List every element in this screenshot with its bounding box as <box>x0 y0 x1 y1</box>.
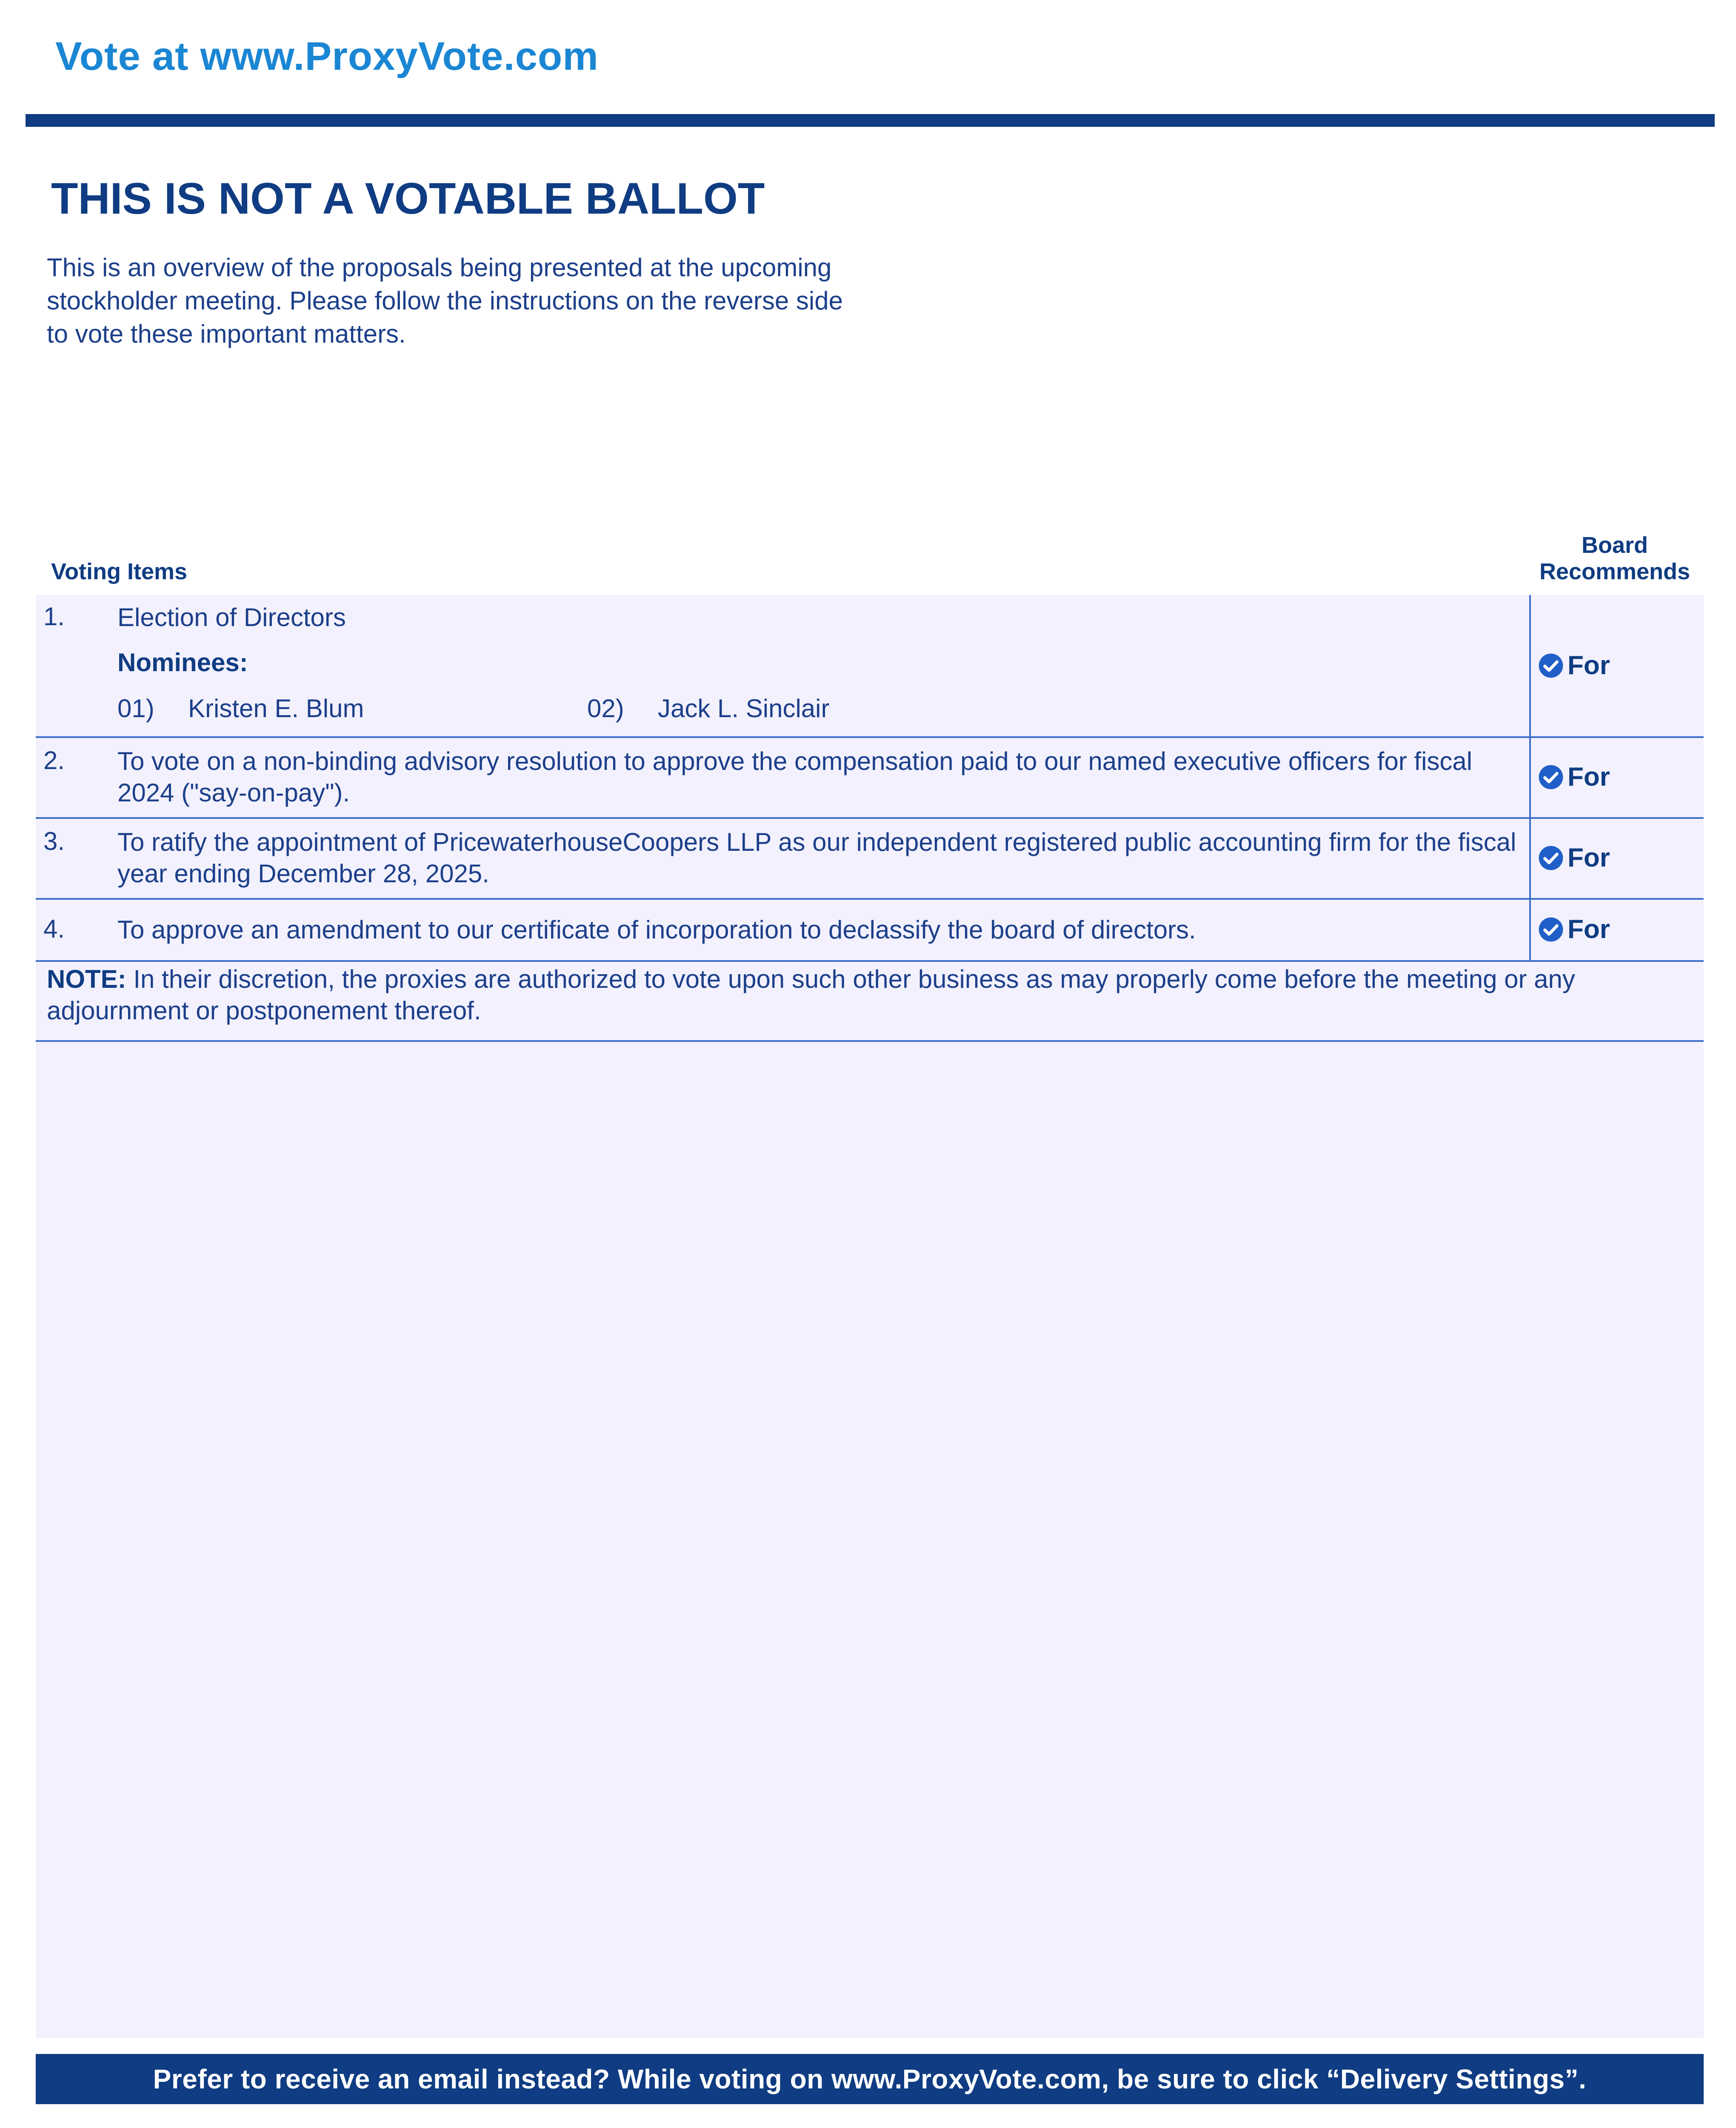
item-number: 4. <box>43 915 65 943</box>
voting-item-row <box>36 595 1704 738</box>
item-text: To approve an amendment to our certificate of incorporation to declassify the board of directors. <box>117 915 1196 944</box>
item-text: Election of Directors <box>117 603 346 632</box>
column-divider <box>1529 595 1531 736</box>
footer-banner <box>36 2054 1704 2104</box>
column-header-board-recommends: Board Recommends <box>1539 532 1690 584</box>
item-number: 3. <box>43 827 65 855</box>
nominees-label: Nominees: <box>117 648 248 677</box>
note-label: NOTE: <box>47 965 126 993</box>
nominee-number: 01) <box>117 694 154 723</box>
item-number: 2. <box>43 746 65 775</box>
recommendation-label: For <box>1568 843 1610 872</box>
board-recommendation <box>1538 843 1610 873</box>
recommendation-label: For <box>1568 762 1610 792</box>
note-text <box>47 964 1698 1027</box>
column-divider <box>1529 900 1531 960</box>
check-circle-icon <box>1538 845 1564 871</box>
item-number: 1. <box>43 602 65 631</box>
nominee-name: Kristen E. Blum <box>188 694 364 723</box>
item-text: To vote on a non-binding advisory resolution to approve the compensation paid to our named executive officers for fiscal 2024 ("say-on-pay"). <box>117 747 1473 807</box>
footer-text: Prefer to receive an email instead? While voting on www.ProxyVote.com, be sure to click “Delivery Settings”. <box>153 2064 1587 2094</box>
column-header-voting-items: Voting Items <box>51 559 188 584</box>
check-circle-icon <box>1538 764 1564 790</box>
column-divider <box>1529 738 1531 817</box>
board-recommendation <box>1538 914 1610 944</box>
nominee-name: Jack L. Sinclair <box>658 694 830 723</box>
nominee-number: 02) <box>587 694 624 723</box>
page-title: THIS IS NOT A VOTABLE BALLOT <box>51 174 765 223</box>
recommendation-label: For <box>1568 915 1610 944</box>
board-recommendation <box>1538 650 1610 681</box>
item-text: To ratify the appointment of PricewaterhouseCoopers LLP as our independent registered public accounting firm for the fiscal year ending December 28, 2025. <box>117 828 1516 888</box>
recommendation-label: For <box>1568 651 1610 680</box>
board-recommendation <box>1538 762 1610 792</box>
column-divider <box>1529 819 1531 898</box>
voting-item-row <box>36 738 1704 819</box>
header-rule <box>26 114 1715 127</box>
note-body: In their discretion, the proxies are authorized to vote upon such other business as may properly come before the meeting or any adjournment or postponement thereof. <box>47 965 1575 1025</box>
check-circle-icon <box>1538 916 1564 943</box>
voting-item-row <box>36 819 1704 900</box>
voting-item-row <box>36 900 1704 962</box>
check-circle-icon <box>1538 652 1564 679</box>
vote-link[interactable]: Vote at www.ProxyVote.com <box>55 34 599 78</box>
intro-text: This is an overview of the proposals being presented at the upcoming stockholder meeting. Please follow the instructions on the reverse side to vote these important matters. <box>47 253 843 348</box>
